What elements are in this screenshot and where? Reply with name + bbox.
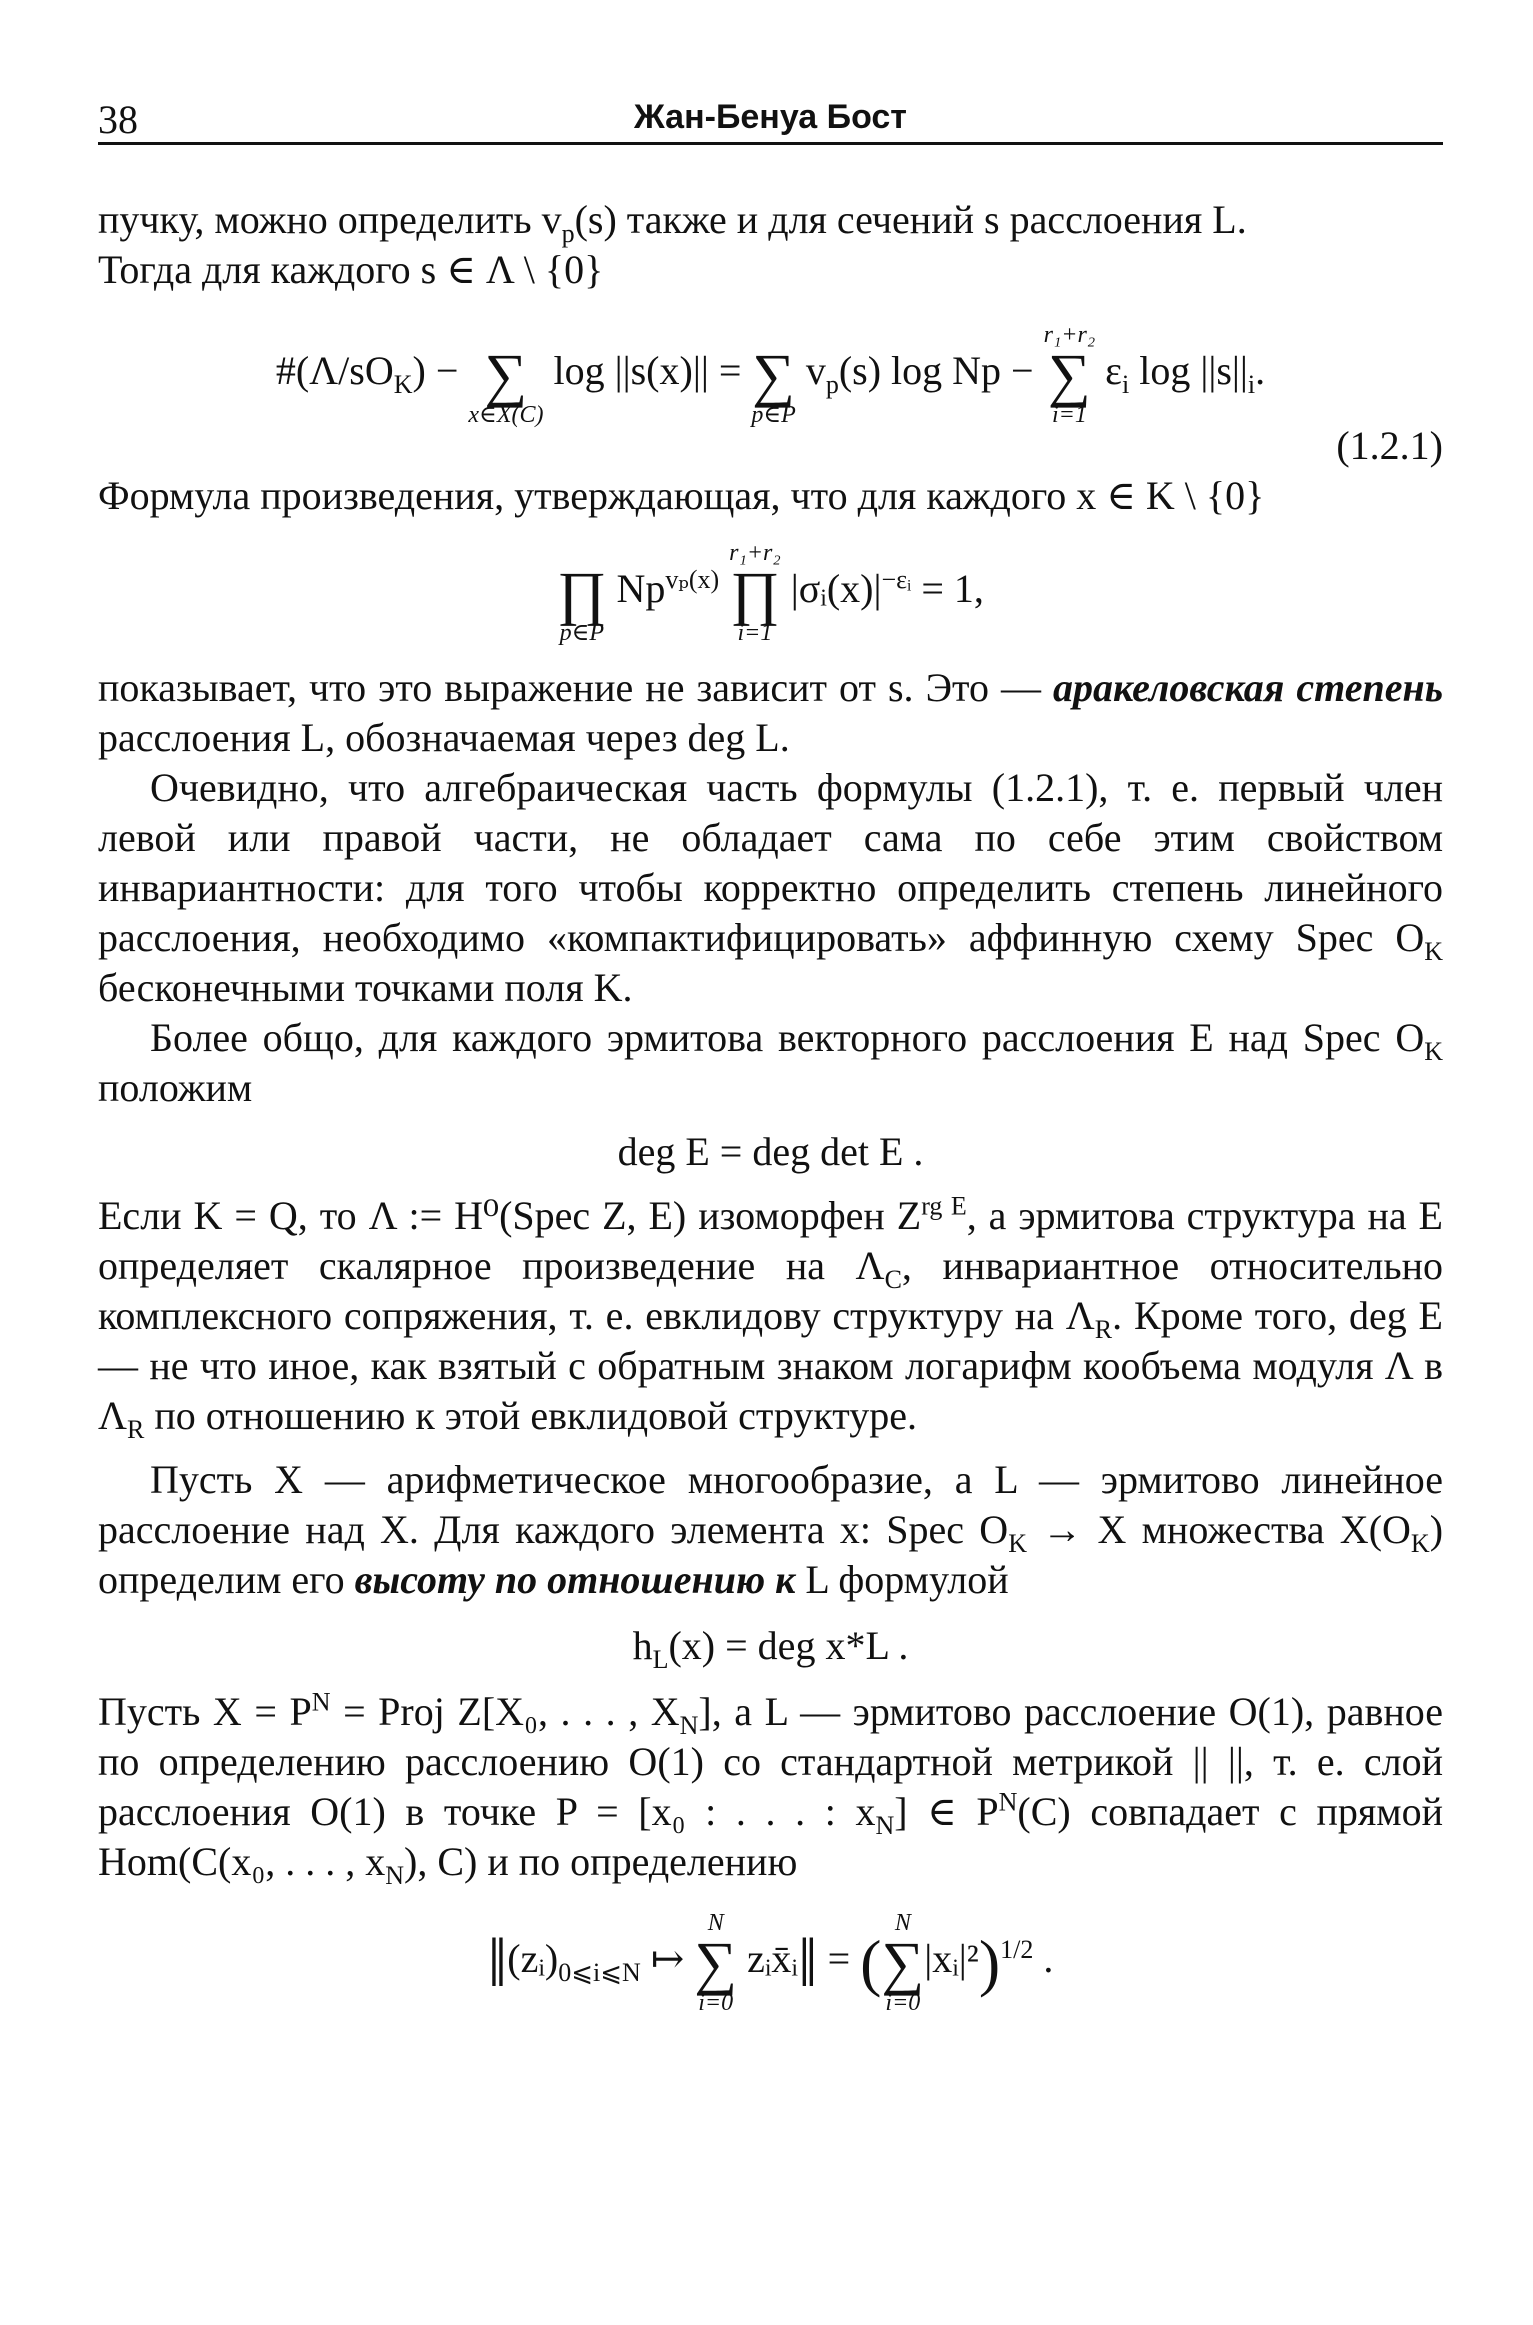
paragraph-8: Пусть $X = P^N$ = Proj Z[X₀, . . . , $X_N$], а L — эрмитово расслоение O(1), равное по определению расслоению O(1) со стандартной метрикой || ||, т. е. слой расслоения O(1) в точке P = [x₀ : . . . : $x_N$] ∈ $P^N(C)$ совпадает с прямой Hom(C(x₀, . . . , $x_N$), C) и по определению: [98, 1687, 1444, 1890]
sum-operator: N ∑ i=0: [694, 1910, 738, 2016]
product-operator: ∏ p∈P: [557, 560, 607, 646]
paragraph-6: Если K = Q, то Λ := H⁰(Spec Z, E) изоморфен $Z^{rg E}$, а эрмитова структура на E определяет скалярное произведение на $\Lambda_C$, инвариантное относительно комплексного сопряжения, т. е. евклидову структуру на $\Lambda_R$. Кроме того, deg E — не что иное, как взятый с обратным знаком логарифм кообъема модуля Λ в $\Lambda_R$ по отношению к этой евклидовой структуре.: [98, 1191, 1444, 1444]
equation-fubini-study-norm: $‖(zᵢ)_{0⩽i⩽N}$ ↦ N ∑ i=0 zᵢx̄ᵢ‖ = ( N ∑ i=0 |xᵢ|²)$^{1/2}$ .: [487, 1910, 1054, 2016]
sum-operator: r₁+r₂ ∑ i=1: [1043, 322, 1096, 428]
equation-product-formula: ∏ p∈P $Np^{v_p(x)}$ r₁+r₂ ∏ i=1 $|\sigma ᵢ(x)|^{-\varepsilon ᵢ} = 1$,: [557, 540, 984, 646]
equation-1-2-1: $\#(\Lambda/sO_K)$ − ∑ x∈X(C) log ||s(x)|| = ∑ p∈P $v_p(s)$ log Np − r₁+r₂ ∑ i=1 $\varepsilon_i$ $\log ||s||_i$.: [275, 322, 1266, 428]
sum-operator: N ∑ i=0: [881, 1910, 925, 2016]
running-head: Жан-Бенуа Бост: [634, 98, 907, 136]
paragraph-7: Пусть X — арифметическое многообразие, а L — эрмитово линейное расслоение над X. Для каждого элемента x: Spec $O_K \to X$ множества $X(O_K)$ определим его высоту по отношению к L формулой: [98, 1457, 1444, 1602]
page-number: 38: [98, 97, 138, 142]
equation-height: $h_L(x)$ = deg x*L .: [632, 1623, 909, 1674]
page-body: [98, 195, 1443, 2015]
equation-number: (1.2.1): [1336, 423, 1443, 468]
page-header: [98, 92, 1443, 145]
paragraph-5: Более общо, для каждого эрмитова векторного расслоения E над Spec $O_K$ положим: [98, 1015, 1443, 1110]
paragraph-4: Очевидно, что алгебраическая часть формулы (1.2.1), т. е. первый член левой или правой части, не обладает сама по себе этим свойством инвариантности: для того чтобы корректно определить степень линейного расслоения, необходимо «компактифицировать» аффинную схему Spec $O_K$ бесконечными точками поля K.: [98, 765, 1443, 1010]
sum-operator: ∑ x∈X(C): [468, 342, 544, 428]
sum-operator: ∑ p∈P: [751, 342, 796, 428]
paragraph-1: пучку, можно определить $v_p(s)$ также и для сечений s расслоения L. Тогда для каждого s ∈ Λ \ {0}: [98, 197, 1247, 292]
paragraph-2: Формула произведения, утверждающая, что для каждого x ∈ K \ {0}: [98, 473, 1265, 518]
equation-deg-det: deg E = deg det E .: [617, 1129, 924, 1174]
product-operator: r₁+r₂ ∏ i=1: [729, 540, 781, 646]
paragraph-3: показывает, что это выражение не зависит от s. Это — аракеловская степень расслоения L, обозначаемая через deg L.: [98, 665, 1444, 760]
